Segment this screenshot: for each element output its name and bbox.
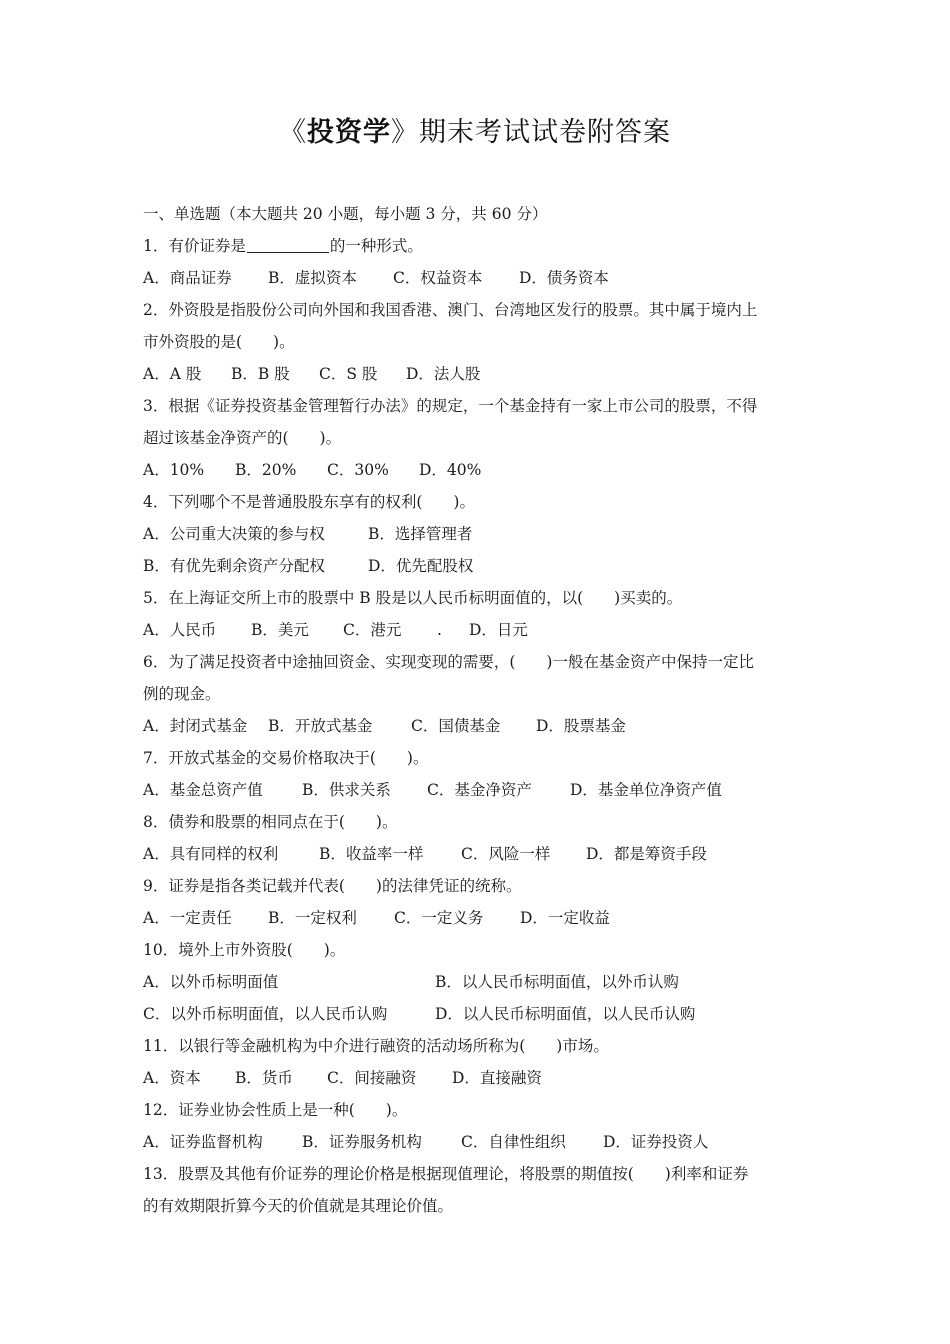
- q9-option: C．一定义务: [394, 909, 484, 927]
- q2-option: B．B 股: [231, 365, 290, 383]
- q2-option: D．法人股: [406, 365, 481, 383]
- question-7-stem: 7．开放式基金的交易价格取决于( )。: [143, 749, 429, 767]
- q11-option: A．资本: [143, 1069, 201, 1087]
- q1-option: C．权益资本: [393, 269, 483, 287]
- question-1-stem: [143, 230, 813, 262]
- question-6-options: [143, 710, 813, 742]
- question-3-stem-line2: 超过该基金净资产的( )。: [143, 429, 342, 447]
- question-10-options-row2: [143, 998, 813, 1030]
- question-6-stem-line2: 例的现金。: [143, 685, 221, 703]
- question-4-options-row1: [143, 518, 813, 550]
- q10-option: D．以人民币标明面值，以人民币认购: [435, 1005, 696, 1023]
- section-header: 一、单选题（本大题共 20 小题，每小题 3 分，共 60 分）: [143, 205, 548, 223]
- q8-option: D．都是筹资手段: [586, 845, 707, 863]
- q2-option: A．A 股: [143, 365, 202, 383]
- q8-option: B．收益率一样: [319, 845, 424, 863]
- question-5-stem: 5．在上海证交所上市的股票中 B 股是以人民币标明面值的，以( )买卖的。: [143, 589, 683, 607]
- q4-option: B．有优先剩余资产分配权: [143, 557, 325, 575]
- q7-option: A．基金总资产值: [143, 781, 263, 799]
- q12-option: D．证券投资人: [603, 1133, 709, 1151]
- question-8-options: [143, 838, 813, 870]
- q7-option: C．基金净资产: [427, 781, 532, 799]
- q11-option: C．间接融资: [327, 1069, 417, 1087]
- title-prefix: 《: [279, 117, 307, 148]
- q9-option: D．一定收益: [520, 909, 610, 927]
- question-3-options: [143, 454, 813, 486]
- q8-option: A．具有同样的权利: [143, 845, 279, 863]
- title-suffix: 》期末考试试卷附答案: [391, 117, 671, 148]
- q5-option: C．港元: [343, 621, 402, 639]
- q11-option: D．直接融资: [452, 1069, 542, 1087]
- q10-option: C．以外币标明面值，以人民币认购: [143, 1005, 388, 1023]
- q8-option: C．风险一样: [461, 845, 551, 863]
- q9-option: B．一定权利: [268, 909, 357, 927]
- question-10-options-row1: [143, 966, 813, 998]
- q9-option: A．一定责任: [143, 909, 232, 927]
- question-11-options: [143, 1062, 813, 1094]
- q2-option: C．S 股: [319, 365, 378, 383]
- q10-option: B．以人民币标明面值，以外币认购: [435, 973, 679, 991]
- q6-option: C．国债基金: [411, 717, 501, 735]
- q12-option: B．证券服务机构: [302, 1133, 422, 1151]
- q3-option: D．40%: [419, 461, 482, 479]
- q10-option: A．以外币标明面值: [143, 973, 279, 991]
- q3-option: B．20%: [235, 461, 297, 479]
- question-2-stem-line2: 市外资股的是( )。: [143, 333, 295, 351]
- q1-stem-before: 1．有价证券是: [143, 237, 246, 255]
- question-11-stem: 11．以银行等金融机构为中介进行融资的活动场所称为( )市场。: [143, 1037, 609, 1055]
- q6-option: A．封闭式基金: [143, 717, 248, 735]
- question-7-options: [143, 774, 813, 806]
- q1-answer-blank: [247, 234, 329, 253]
- question-8-stem: 8．债券和股票的相同点在于( )。: [143, 813, 398, 831]
- q1-option: B．虚拟资本: [268, 269, 357, 287]
- question-6-stem-line1: 6．为了满足投资者中途抽回资金、实现变现的需要，( )一般在基金资产中保持一定比: [143, 653, 754, 671]
- question-12-options: [143, 1126, 813, 1158]
- question-10-stem: 10．境外上市外资股( )。: [143, 941, 346, 959]
- q4-option: D．优先配股权: [368, 557, 474, 575]
- q3-option: A．10%: [143, 461, 205, 479]
- q6-option: B．开放式基金: [268, 717, 373, 735]
- question-2-stem-line1: 2．外资股是指股份公司向外国和我国香港、澳门、台湾地区发行的股票。其中属于境内上: [143, 301, 758, 319]
- q1-option: D．债务资本: [519, 269, 609, 287]
- question-1-options: [143, 262, 813, 294]
- q4-option: B．选择管理者: [368, 525, 473, 543]
- q5-option: D．日元: [469, 621, 528, 639]
- q12-option: A．证券监督机构: [143, 1133, 263, 1151]
- question-3-stem-line1: 3．根据《证券投资基金管理暂行办法》的规定，一个基金持有一家上市公司的股票，不得: [143, 397, 758, 415]
- q4-option: A．公司重大决策的参与权: [143, 525, 325, 543]
- question-13-stem-line2: 的有效期限折算今天的价值就是其理论价值。: [143, 1197, 454, 1215]
- q6-option: D．股票基金: [536, 717, 626, 735]
- q12-option: C．自律性组织: [461, 1133, 566, 1151]
- question-12-stem: 12．证券业协会性质上是一种( )。: [143, 1101, 408, 1119]
- question-5-options: [143, 614, 813, 646]
- question-13-stem-line1: 13．股票及其他有价证券的理论价格是根据现值理论，将股票的期值按( )利率和证券: [143, 1165, 749, 1183]
- question-4-stem: 4．下列哪个不是普通股股东享有的权利( )。: [143, 493, 475, 511]
- q3-option: C．30%: [327, 461, 389, 479]
- q5-option-separator: .: [437, 621, 442, 639]
- q1-option: A．商品证券: [143, 269, 232, 287]
- document-title: [0, 110, 950, 149]
- question-9-stem: 9．证券是指各类记载并代表( )的法律凭证的统称。: [143, 877, 522, 895]
- title-bold: 投资学: [307, 117, 391, 148]
- q11-option: B．货币: [235, 1069, 293, 1087]
- question-9-options: [143, 902, 813, 934]
- q7-option: B．供求关系: [302, 781, 391, 799]
- q5-option: A．人民币: [143, 621, 217, 639]
- q5-option: B．美元: [251, 621, 309, 639]
- question-4-options-row2: [143, 550, 813, 582]
- question-2-options: [143, 358, 813, 390]
- q7-option: D．基金单位净资产值: [570, 781, 722, 799]
- q1-stem-after: 的一种形式。: [329, 237, 423, 255]
- exam-content: [143, 198, 813, 1222]
